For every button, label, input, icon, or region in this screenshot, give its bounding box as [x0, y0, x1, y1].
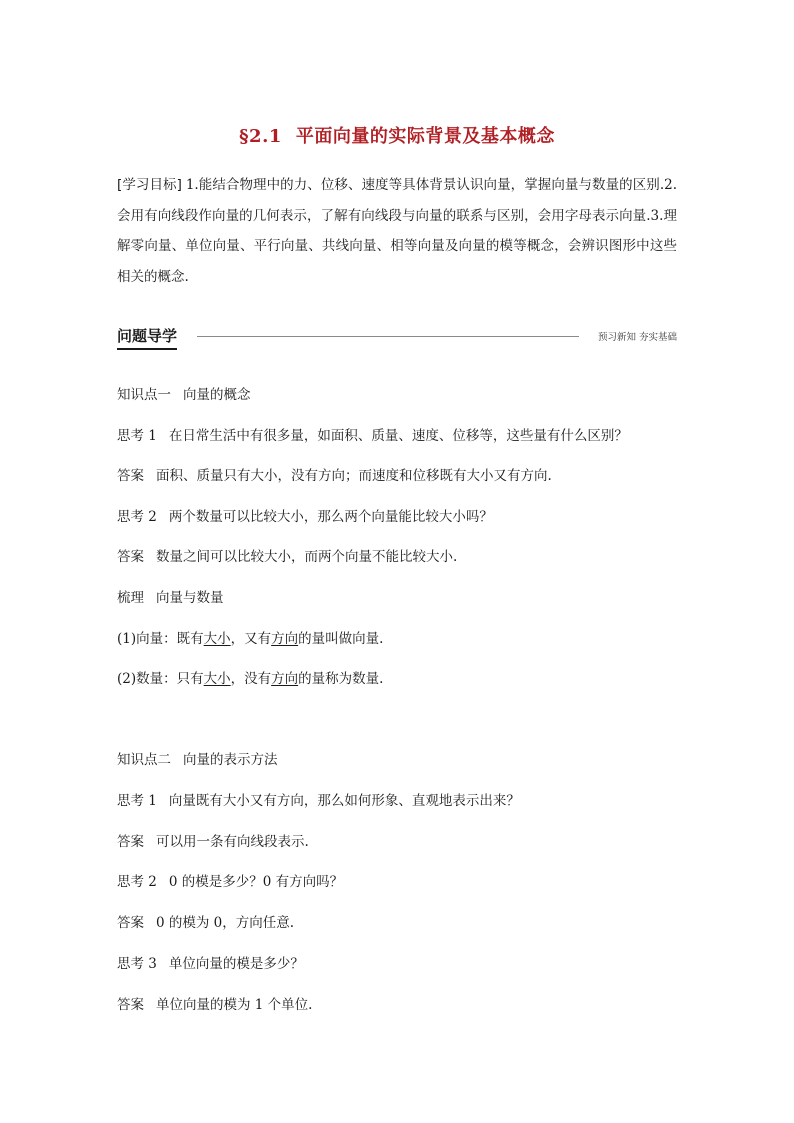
kp1-title: 知识点一 向量的概念 — [117, 387, 251, 403]
kp1-item-1: (1)向量：既有大小，又有方向的量叫做向量. — [117, 631, 384, 647]
kp1-answer-1: 答案 面积、质量只有大小，没有方向；而速度和位移既有大小又有方向. — [117, 468, 552, 484]
kp2-title: 知识点二 向量的表示方法 — [117, 752, 278, 768]
kp1-item-2: (2)数量：只有大小，没有方向的量称为数量. — [117, 671, 384, 687]
section-heading: 问题导学 — [117, 326, 177, 350]
section-tagline: 预习新知 夯实基础 — [597, 332, 677, 343]
kp1-question-2: 思考 2 两个数量可以比较大小，那么两个向量能比较大小吗？ — [117, 509, 493, 525]
blank-answer: 方向 — [271, 671, 299, 687]
blank-answer: 大小 — [203, 631, 231, 647]
kp2-answer-2: 答案 0 的模为 0，方向任意. — [117, 915, 295, 931]
learning-goals — [117, 170, 677, 292]
kp2-answer-1: 答案 可以用一条有向线段表示. — [117, 834, 309, 850]
kp2-question-2: 思考 2 0 的模是多少？0 有方向吗？ — [117, 874, 344, 890]
goals-tag: [学习目标] — [117, 177, 182, 193]
section-header — [117, 326, 677, 348]
title-text: 平面向量的实际背景及基本概念 — [295, 126, 555, 147]
kp1-answer-2: 答案 数量之间可以比较大小，而两个向量不能比较大小. — [117, 549, 458, 565]
blank-answer: 大小 — [203, 671, 231, 687]
goals-text: 1.能结合物理中的力、位移、速度等具体背景认识向量，掌握向量与数量的区别.2.会用有向线段作向量的几何表示，了解有向线段与向量的联系与区别，会用字母表示向量.3.理解零向量、单位向量、平行向量、共线向量、相等向量及向量的模等概念，会辨识图形中这些相关的概念. — [117, 177, 677, 285]
kp2-question-3: 思考 3 单位向量的模是多少？ — [117, 956, 304, 972]
kp1-summary: 梳理 向量与数量 — [117, 590, 224, 606]
page-title — [0, 122, 794, 148]
kp1-question-1: 思考 1 在日常生活中有很多量，如面积、质量、速度、位移等，这些量有什么区别？ — [117, 428, 628, 444]
kp2-question-1: 思考 1 向量既有大小又有方向，那么如何形象、直观地表示出来？ — [117, 793, 520, 809]
blank-answer: 方向 — [271, 631, 299, 647]
section-divider — [197, 336, 579, 337]
kp2-answer-3: 答案 单位向量的模为 1 个单位. — [117, 997, 313, 1013]
section-number: §2.1 — [239, 126, 282, 147]
